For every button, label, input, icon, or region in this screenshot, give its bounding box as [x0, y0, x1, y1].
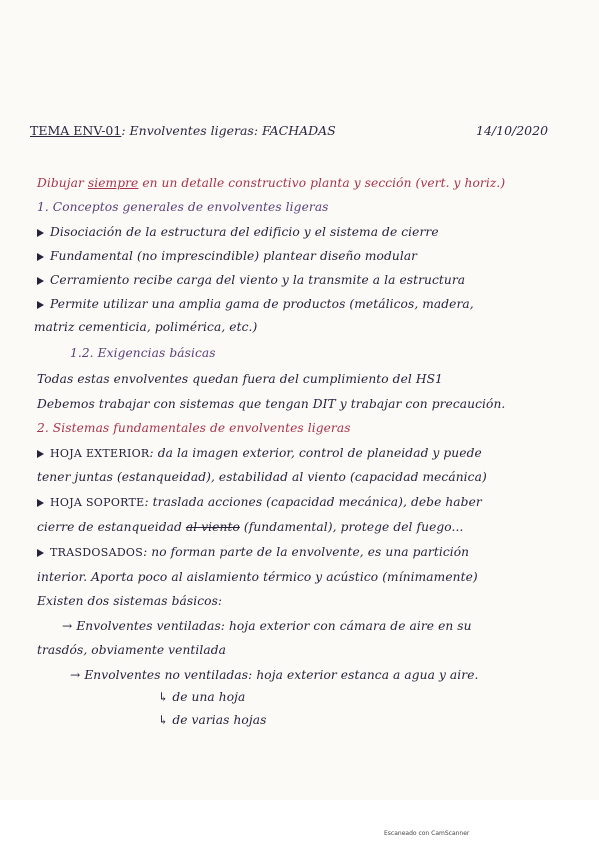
hook-arrow-icon: ↳: [158, 690, 169, 704]
page-title: [30, 123, 336, 138]
triangle-bullet-icon: [37, 549, 44, 557]
arrow-right-icon: →: [70, 668, 81, 682]
sistemas-intro: Existen dos sistemas básicos:: [37, 594, 223, 608]
sub-item-text: de varias hojas: [172, 713, 267, 727]
struck-text: al viento: [185, 520, 240, 534]
hoja-soporte-line-2: [37, 520, 463, 534]
hoja-exterior-line-2: tener juntas (estanqueidad), estabilidad al viento (capacidad mecánica): [37, 470, 487, 484]
intro-line: [37, 176, 505, 190]
exigencias-line-2: Debemos trabajar con sistemas que tengan DIT y trabajar con precaución.: [37, 397, 506, 411]
triangle-bullet-icon: [37, 499, 44, 507]
triangle-bullet-icon: [37, 450, 44, 458]
hoja-exterior-label: HOJA EXTERIOR: [50, 447, 150, 460]
bullet-continuation: matriz cementicia, polimérica, etc.): [34, 320, 258, 334]
triangle-bullet-icon: [37, 229, 44, 237]
topic-title: : Envolventes ligeras: FACHADAS: [121, 123, 336, 138]
section-2-heading: 2. Sistemas fundamentales de envolventes ligeras: [37, 421, 351, 435]
trasdosados-text: : no forman parte de la envolvente, es una partición: [143, 545, 470, 559]
triangle-bullet-icon: [37, 301, 44, 309]
bullet-text: Cerramiento recibe carga del viento y la transmite a la estructura: [50, 273, 466, 287]
trasdosados-label: TRASDOSADOS: [50, 546, 144, 559]
sub-item-text: de una hoja: [172, 690, 246, 704]
no-ventiladas-text: Envolventes no ventiladas: hoja exterior estanca a agua y aire.: [84, 668, 479, 682]
ventiladas-line-2: trasdós, obviamente ventilada: [37, 643, 227, 657]
scanner-watermark: Escaneado con CamScanner: [384, 830, 470, 837]
hoja-soporte-text-2a: cierre de estanqueidad: [37, 520, 186, 534]
sub-item-varias-hojas: [158, 713, 266, 727]
triangle-bullet-icon: [37, 277, 44, 285]
bullet-item: [37, 249, 417, 263]
bullet-item: [37, 297, 474, 311]
hoja-exterior-line-1: [37, 446, 482, 460]
ventiladas-line-1: [62, 619, 472, 633]
bullet-item: [37, 273, 465, 287]
ventiladas-text: Envolventes ventiladas: hoja exterior con cámara de aire en su: [76, 619, 472, 633]
bullet-text: Permite utilizar una amplia gama de productos (metálicos, madera,: [50, 297, 474, 311]
hook-arrow-icon: ↳: [158, 713, 169, 727]
arrow-right-icon: →: [62, 619, 73, 633]
section-1-2-heading: 1.2. Exigencias básicas: [70, 346, 216, 360]
intro-emphasis: siempre: [87, 176, 139, 190]
section-1-heading: 1. Conceptos generales de envolventes ligeras: [37, 200, 329, 214]
topic-code: TEMA ENV-01: [30, 123, 122, 138]
page-date: 14/10/2020: [476, 123, 549, 138]
hoja-soporte-text: : traslada acciones (capacidad mecánica), debe haber: [144, 495, 482, 509]
hoja-soporte-text-2b: (fundamental), protege del fuego...: [239, 520, 464, 534]
hoja-soporte-label: HOJA SOPORTE: [50, 496, 145, 509]
trasdosados-line-1: [37, 545, 469, 559]
hoja-soporte-line-1: [37, 495, 482, 509]
intro-text-1: Dibujar: [37, 176, 88, 190]
intro-text-2: en un detalle constructivo planta y sección (vert. y horiz.): [138, 176, 506, 190]
trasdosados-line-2: interior. Aporta poco al aislamiento térmico y acústico (mínimamente): [37, 570, 478, 584]
sub-item-una-hoja: [158, 690, 245, 704]
triangle-bullet-icon: [37, 253, 44, 261]
exigencias-line-1: Todas estas envolventes quedan fuera del cumplimiento del HS1: [37, 372, 443, 386]
bullet-text: Fundamental (no imprescindible) plantear diseño modular: [50, 249, 418, 263]
bullet-item: [37, 225, 439, 239]
no-ventiladas-line: [70, 668, 478, 682]
hoja-exterior-text: : da la imagen exterior, control de planeidad y puede: [149, 446, 482, 460]
bullet-text: Disociación de la estructura del edificio y el sistema de cierre: [50, 225, 439, 239]
